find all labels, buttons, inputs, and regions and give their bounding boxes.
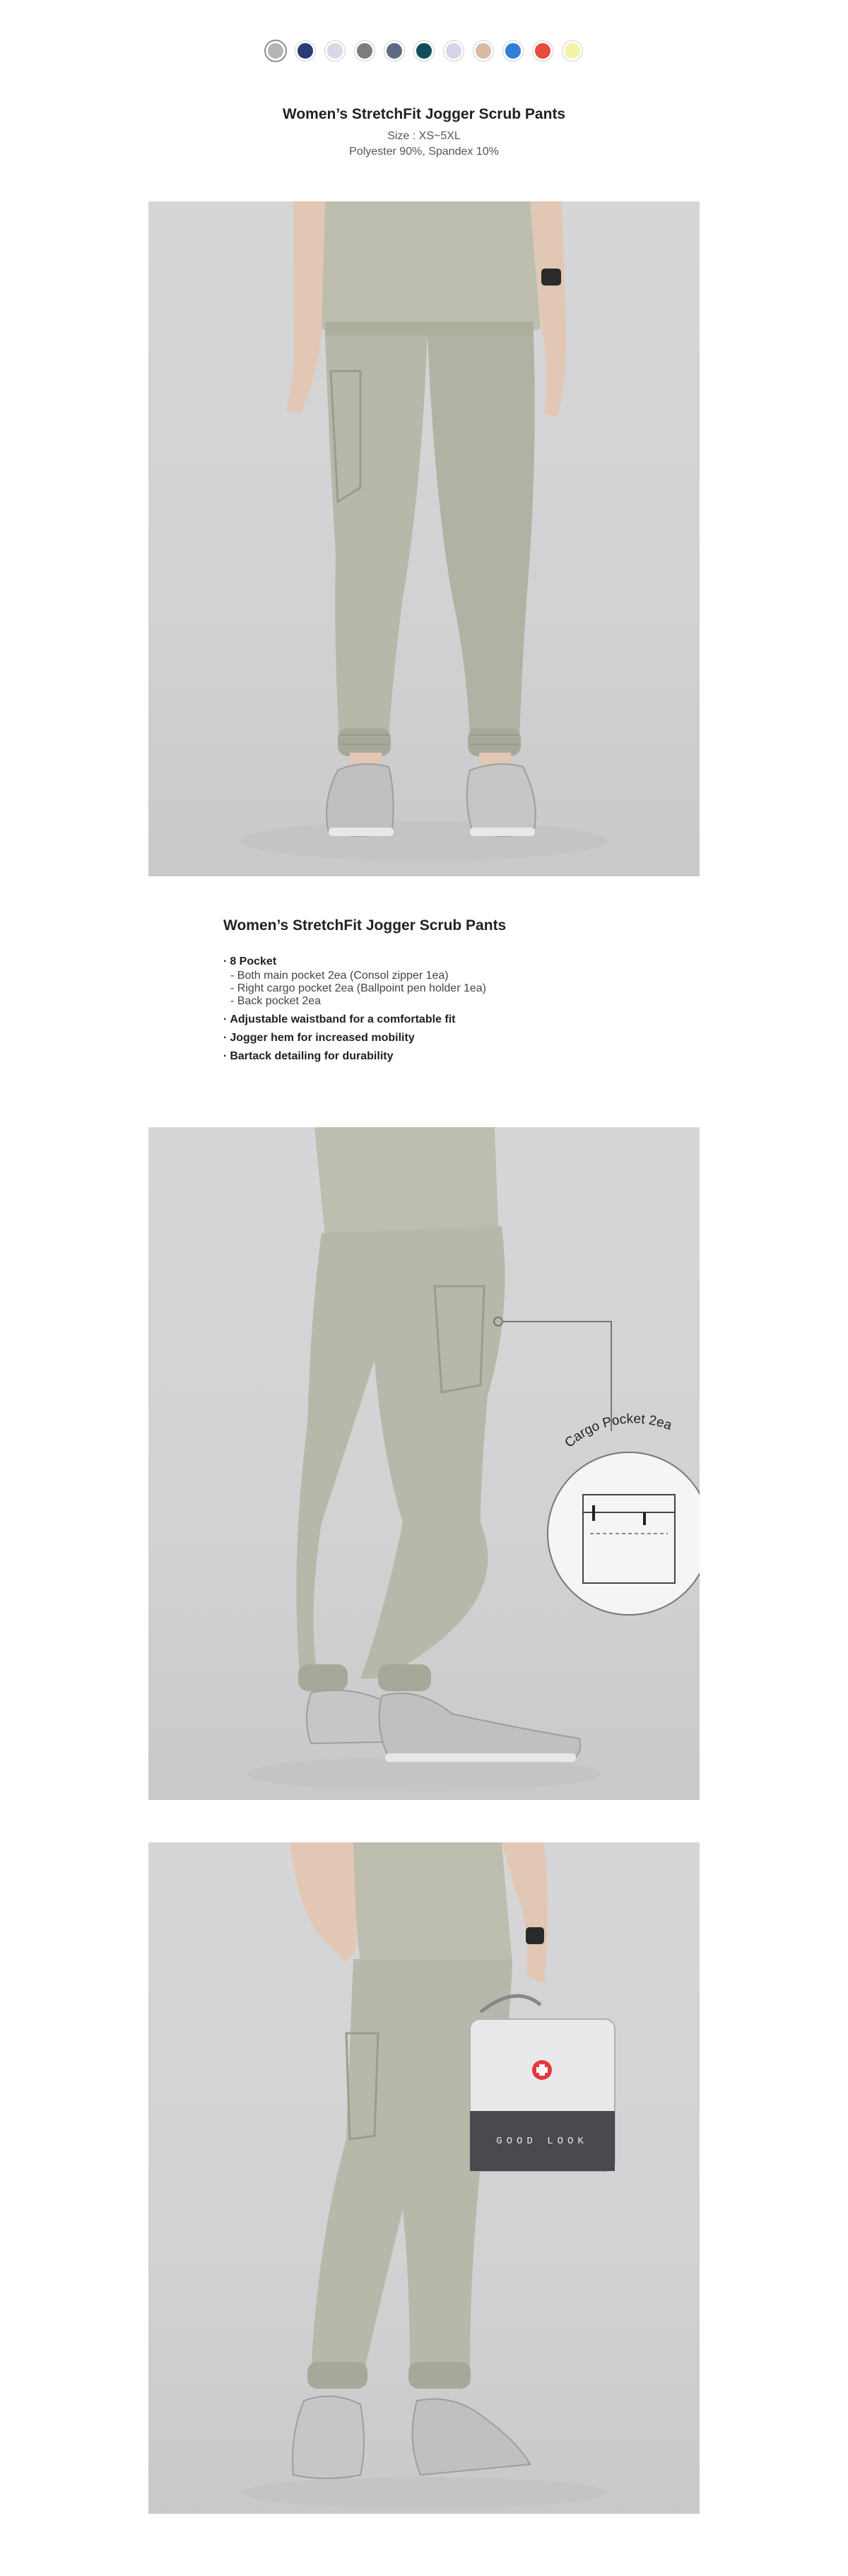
swatch-beige[interactable] — [473, 41, 493, 61]
product-photo-side — [148, 1127, 700, 1800]
swatch-navy[interactable] — [295, 41, 315, 61]
color-swatches — [0, 41, 848, 61]
model-bag-illustration — [148, 1842, 700, 2514]
product-material: Polyester 90%, Spandex 10% — [349, 146, 499, 158]
feature-item: · Adjustable waistband for a comfortable fit — [223, 1013, 456, 1025]
bag-brand-text: GOOD LOOK — [496, 2136, 588, 2147]
model-side-illustration — [148, 1127, 700, 1800]
product-size: Size : XS~5XL — [387, 130, 461, 142]
feature-section — [223, 917, 647, 1069]
feature-sub-item: - Right cargo pocket 2ea (Ballpoint pen holder 1ea) — [230, 982, 486, 994]
feature-label: Adjustable waistband for a comfortable fit — [230, 1013, 456, 1025]
feature-sub-item: - Both main pocket 2ea (Consol zipper 1ea) — [230, 970, 449, 982]
feature-sub-list — [223, 970, 647, 1008]
product-photo-front — [148, 201, 700, 876]
product-photo-bag — [148, 1842, 700, 2514]
watch-icon — [541, 269, 561, 286]
product-header — [0, 106, 848, 161]
swatch-teal[interactable] — [414, 41, 434, 61]
feature-sub-item: - Back pocket 2ea — [230, 995, 322, 1007]
swatch-slate-blue[interactable] — [384, 41, 404, 61]
watch-icon — [526, 1927, 544, 1944]
swatch-light-lavender[interactable] — [325, 41, 345, 61]
feature-list — [223, 955, 647, 1063]
feature-label: Bartack detailing for durability — [230, 1050, 394, 1062]
feature-item: · 8 Pocket - Both main pocket 2ea (Consol zipper 1ea) - Right cargo pocket 2ea (Ballpoint pen holder 1ea) - Back pocket 2ea — [223, 955, 647, 1008]
swatch-red[interactable] — [533, 41, 553, 61]
swatch-lilac[interactable] — [444, 41, 464, 61]
swatch-blue[interactable] — [503, 41, 523, 61]
feature-label: 8 Pocket — [230, 955, 277, 968]
model-front-illustration — [148, 201, 700, 876]
feature-item: · Bartack detailing for durability — [223, 1050, 394, 1062]
callout-label: Cargo Pocket 2ea — [562, 1411, 674, 1451]
swatch-charcoal[interactable] — [355, 41, 375, 61]
feature-item: · Jogger hem for increased mobility — [223, 1032, 415, 1044]
swatch-gray[interactable] — [266, 41, 285, 61]
bag-illustration — [470, 1996, 615, 2171]
product-title: Women’s StretchFit Jogger Scrub Pants — [282, 106, 566, 122]
feature-title: Women’s StretchFit Jogger Scrub Pants — [223, 917, 507, 934]
swatch-light-yellow[interactable] — [563, 41, 582, 61]
feature-label: Jogger hem for increased mobility — [230, 1032, 415, 1044]
